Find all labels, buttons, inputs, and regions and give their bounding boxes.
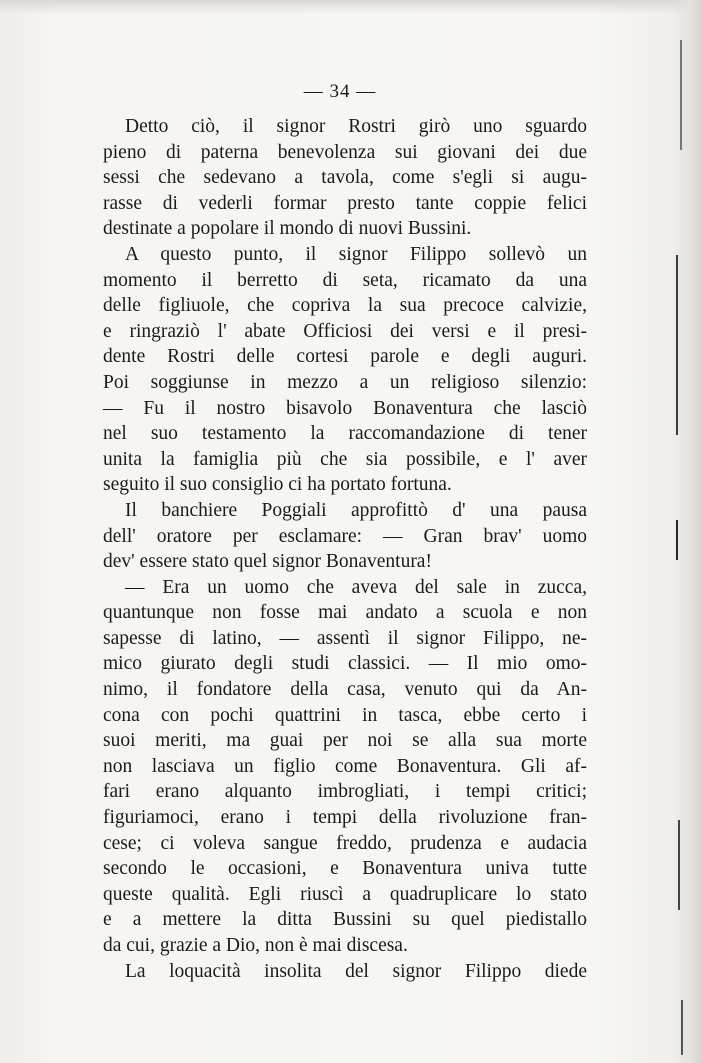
scan-top-shadow <box>0 0 702 14</box>
binding-mark <box>681 1000 683 1055</box>
text-line: dev' essere stato quel signor Bonaventura! <box>103 551 432 573</box>
text-line: nimo, il fondatore della casa, venuto qui da An- <box>103 679 587 701</box>
scan-right-edge <box>672 0 702 1063</box>
text-line: cese; ci voleva sangue freddo, prudenza e audacia <box>103 832 587 854</box>
text-line: cona con pochi quattrini in tasca, ebbe certo i <box>103 704 587 726</box>
text-line: delle figliuole, che copriva la sua precoce calvizie, <box>103 295 587 317</box>
binding-mark <box>676 520 678 560</box>
text-line: dente Rostri delle cortesi parole e degli auguri. <box>103 346 587 368</box>
text-line: Detto ciò, il signor Rostri girò uno sguardo <box>125 116 587 137</box>
text-line: Il banchiere Poggiali approfittò d' una pausa <box>125 499 587 521</box>
text-line: e a mettere la ditta Bussini su quel piedistallo <box>103 909 587 931</box>
text-line: Poi soggiunse in mezzo a un religioso silenzio: <box>103 371 587 393</box>
text-line: mico giurato degli studi classici. — Il mio omo- <box>103 653 587 675</box>
text-line: nel suo testamento la raccomandazione di tener <box>103 423 587 445</box>
binding-mark <box>676 255 678 435</box>
text-line: seguito il suo consiglio ci ha portato fortuna. <box>103 474 452 496</box>
text-line: queste qualità. Egli riuscì a quadruplicare lo stato <box>103 883 587 905</box>
binding-mark <box>678 820 680 910</box>
text-line: dell' oratore per esclamare: — Gran brav' uomo <box>103 525 587 547</box>
text-line: e ringraziò l' abate Officiosi dei versi e il presi- <box>103 320 587 342</box>
body-text <box>103 114 587 984</box>
text-line: — Era un uomo che aveva del sale in zucca, <box>125 576 587 598</box>
text-line: sessi che sedevano a tavola, come s'egli si augu- <box>103 167 587 189</box>
text-line: da cui, grazie a Dio, non è mai discesa. <box>103 935 408 956</box>
binding-mark <box>680 40 682 150</box>
text-line: quantunque non fosse mai andato a scuola e non <box>103 602 587 624</box>
text-line: sapesse di latino, — assentì il signor Filippo, ne- <box>103 627 587 649</box>
text-line: pieno di paterna benevolenza sui giovani dei due <box>103 141 587 163</box>
text-line: rasse di vederli formar presto tante coppie felici <box>103 192 587 214</box>
text-line: fari erano alquanto imbrogliati, i tempi critici; <box>103 781 587 803</box>
text-line: secondo le occasioni, e Bonaventura univa tutte <box>103 858 587 880</box>
text-line: non lasciava un figlio come Bonaventura. Gli af- <box>103 755 587 777</box>
text-line: — Fu il nostro bisavolo Bonaventura che lasciò <box>103 397 587 419</box>
text-line: A questo punto, il signor Filippo sollevò un <box>125 243 587 265</box>
text-line: suoi meriti, ma guai per noi se alla sua morte <box>103 730 587 752</box>
text-line: La loquacità insolita del signor Filippo diede <box>125 960 587 982</box>
text-line: momento il berretto di seta, ricamato da una <box>103 269 587 291</box>
text-line: unita la famiglia più che sia possibile, e l' aver <box>103 448 587 470</box>
page-number: — 34 — <box>303 81 377 102</box>
text-line: figuriamoci, erano i tempi della rivoluzione fran- <box>103 807 587 829</box>
text-line: destinate a popolare il mondo di nuovi Bussini. <box>103 218 472 240</box>
